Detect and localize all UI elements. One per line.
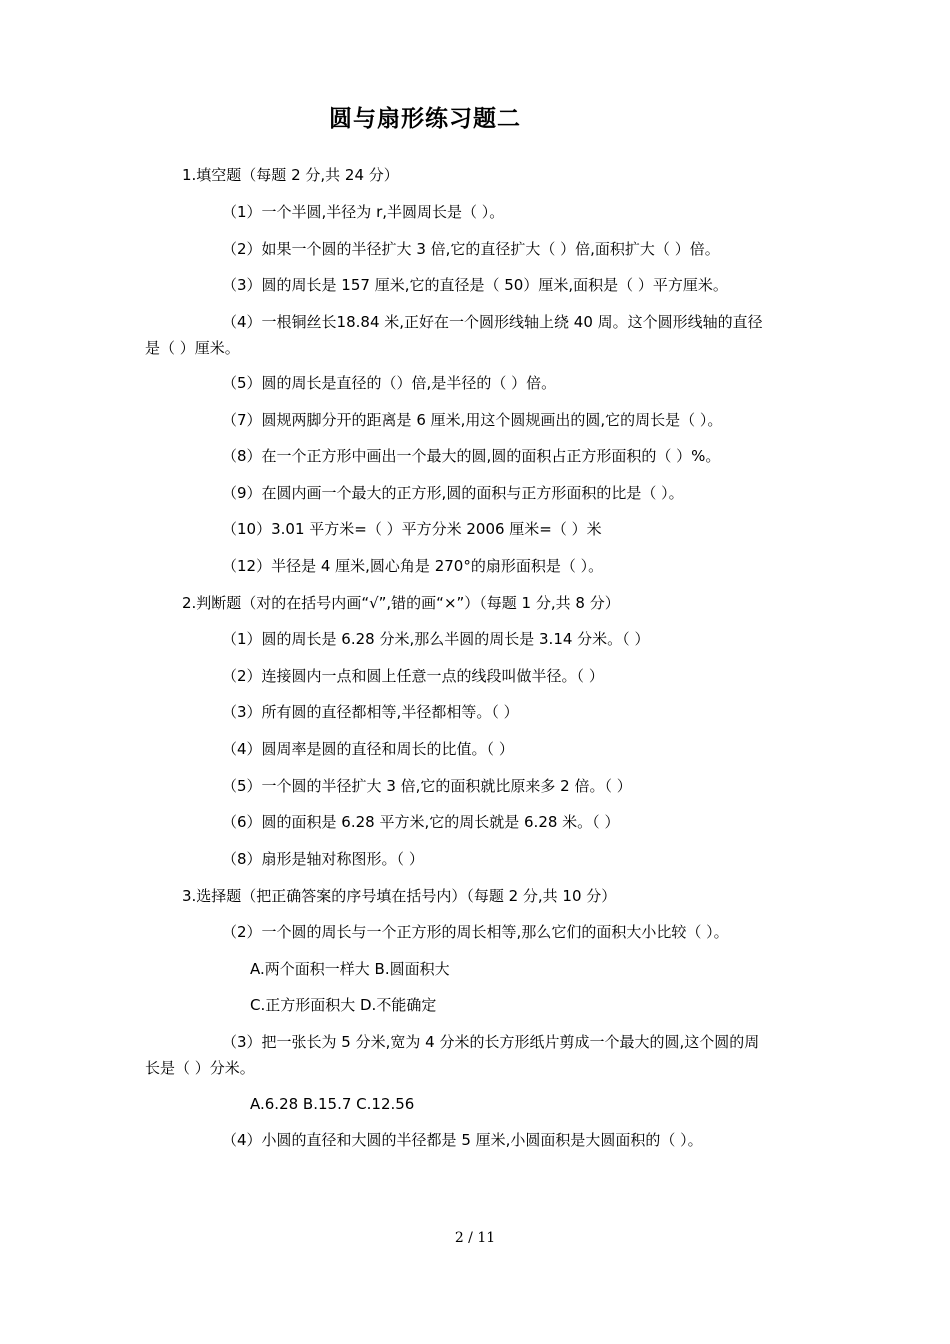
fill-question: （5）圆的周长是直径的（）倍,是半径的（ ）倍。 (222, 374, 557, 392)
choice-question: （3）把一张长为 5 分米,宽为 4 分米的长方形纸片剪成一个最大的圆,这个圆的周 (222, 1033, 760, 1051)
fill-question: （12）半径是 4 厘米,圆心角是 270°的扇形面积是（ ）。 (222, 557, 604, 575)
judge-question: （1）圆的周长是 6.28 分米,那么半圆的周长是 3.14 分米。（ ） (222, 630, 650, 648)
fill-question-continued: 是（ ）厘米。 (145, 339, 240, 357)
fill-question: （9）在圆内画一个最大的正方形,圆的面积与正方形面积的比是（ ）。 (222, 484, 684, 502)
judge-question: （8）扇形是轴对称图形。（ ） (222, 850, 424, 868)
judge-question: （2）连接圆内一点和圆上任意一点的线段叫做半径。（ ） (222, 667, 604, 685)
judge-question: （3）所有圆的直径都相等,半径都相等。（ ） (222, 703, 519, 721)
judge-question: （4）圆周率是圆的直径和周长的比值。（ ） (222, 740, 514, 758)
judge-question: （5）一个圆的半径扩大 3 倍,它的面积就比原来多 2 倍。（ ） (222, 777, 632, 795)
page-title: 圆与扇形练习题二 (329, 106, 521, 132)
choice-question: （2）一个圆的周长与一个正方形的周长相等,那么它们的面积大小比较（ ）。 (222, 923, 729, 941)
fill-question: （10）3.01 平方米=（ ）平方分米 2006 厘米=（ ）米 (222, 520, 602, 538)
choice-options: A.6.28 B.15.7 C.12.56 (250, 1095, 415, 1113)
fill-question: （8）在一个正方形中画出一个最大的圆,圆的面积占正方形面积的（ ）%。 (222, 447, 721, 465)
choice-question: （4）小圆的直径和大圆的半径都是 5 厘米,小圆面积是大圆面积的（ ）。 (222, 1131, 703, 1149)
section1-heading: 1.填空题（每题 2 分,共 24 分） (182, 166, 399, 184)
choice-options: C.正方形面积大 D.不能确定 (250, 996, 437, 1014)
choice-options: A.两个面积一样大 B.圆面积大 (250, 960, 450, 978)
section2-heading: 2.判断题（对的在括号内画“√”,错的画“×”）（每题 1 分,共 8 分） (182, 594, 620, 612)
page-number: 2 / 11 (454, 1230, 496, 1246)
section3-heading: 3.选择题（把正确答案的序号填在括号内）（每题 2 分,共 10 分） (182, 887, 617, 905)
fill-question: （4）一根铜丝长18.84 米,正好在一个圆形线轴上绕 40 周。这个圆形线轴的直径 (222, 313, 763, 331)
fill-question: （1）一个半圆,半径为 r,半圆周长是（ ）。 (222, 203, 505, 221)
choice-question-continued: 长是（ ）分米。 (145, 1059, 255, 1077)
judge-question: （6）圆的面积是 6.28 平方米,它的周长就是 6.28 米。（ ） (222, 813, 620, 831)
fill-question: （2）如果一个圆的半径扩大 3 倍,它的直径扩大（ ）倍,面积扩大（ ）倍。 (222, 240, 720, 258)
fill-question: （3）圆的周长是 157 厘米,它的直径是（ 50）厘米,面积是（ ）平方厘米。 (222, 276, 728, 294)
fill-question: （7）圆规两脚分开的距离是 6 厘米,用这个圆规画出的圆,它的周长是（ ）。 (222, 411, 723, 429)
